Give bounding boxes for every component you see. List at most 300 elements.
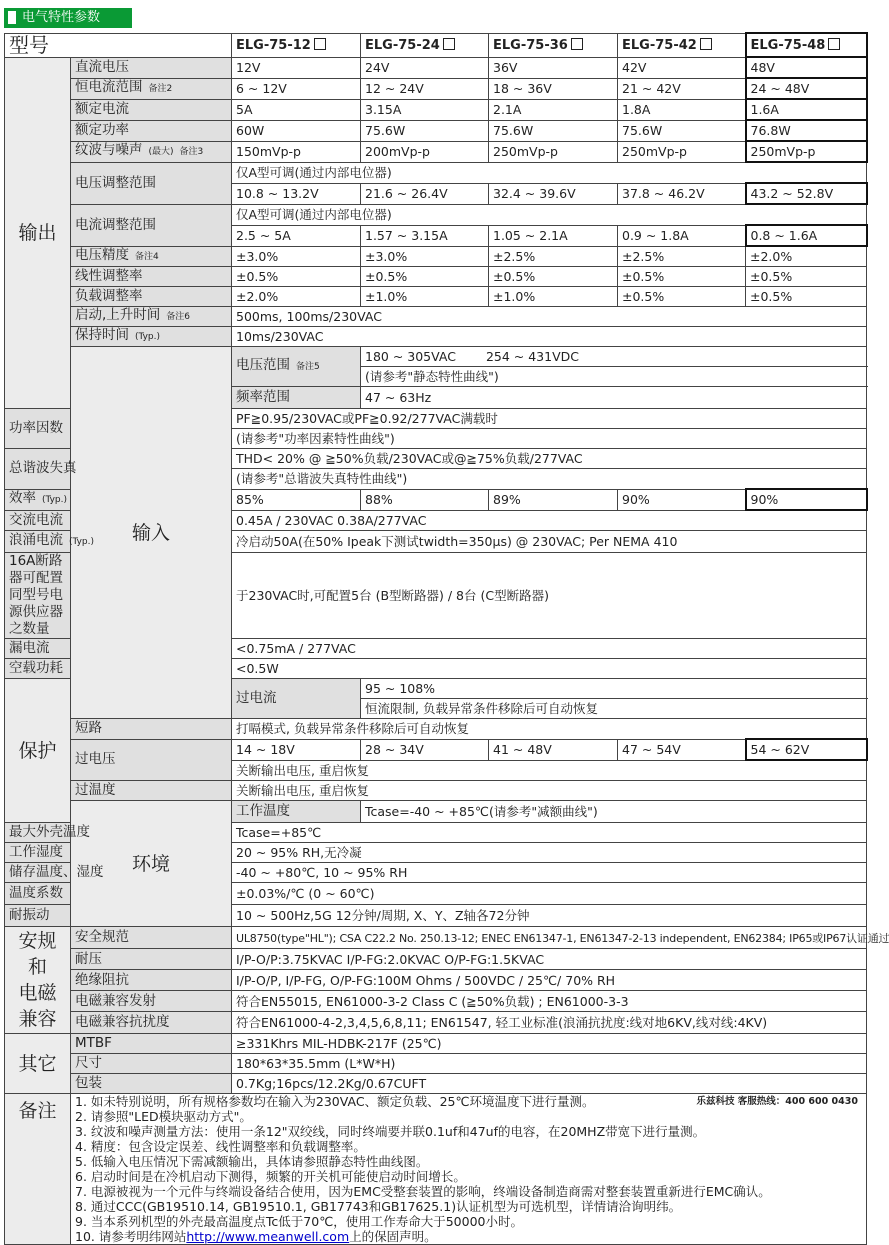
value: ±0.5% — [750, 269, 793, 284]
category-label: 电磁 — [18, 982, 57, 1004]
value: 48V — [750, 60, 775, 75]
row-label-cell — [71, 1054, 232, 1074]
checkbox-icon — [700, 38, 712, 50]
value: ±2.5% — [622, 248, 665, 264]
value: 6 ~ 12V — [236, 81, 287, 96]
value: 90% — [750, 492, 779, 507]
row-label: 电压范围 — [236, 357, 290, 373]
model-value-cell — [361, 120, 489, 141]
row-label: 额定电流 — [75, 101, 129, 117]
value: 47 ~ 63Hz — [365, 390, 432, 405]
table-row — [5, 120, 867, 141]
value: 1.05 ~ 2.1A — [493, 228, 568, 243]
value: ±0.5% — [622, 269, 665, 284]
model-header-cell — [618, 33, 746, 57]
row-label: 电压精度 — [75, 246, 129, 263]
model-value-cell — [361, 267, 489, 287]
checkbox-icon — [314, 38, 326, 50]
model-name: ELG-75-24 — [365, 37, 440, 53]
row-label-cell — [71, 1074, 232, 1094]
value: ±1.0% — [493, 289, 536, 304]
value-cell — [232, 429, 867, 449]
model-header-cell — [361, 33, 489, 57]
note-item — [75, 1229, 866, 1244]
note-item: 8. 通过CCC(GB19510.14, GB19510.1, GB17743和GB17625.1)认证机型为可选机型，详情请洽询明纬。 — [75, 1199, 682, 1214]
model-value-cell — [361, 739, 489, 760]
table-row — [5, 162, 867, 183]
row-label: 直流电压 — [75, 59, 129, 75]
value: 10.8 ~ 13.2V — [236, 186, 319, 201]
category-label: 其它 — [18, 1052, 57, 1075]
value: 冷启动50A(在50% Ipeak下测试twidth=350μs) @ 230VAC; Per NEMA 410 — [236, 534, 678, 549]
row-label: 绝缘阻抗 — [75, 971, 129, 988]
value-cell — [232, 719, 867, 740]
table-row — [5, 141, 867, 162]
category-label: 备注 — [18, 1100, 57, 1122]
row-label-cell — [71, 949, 232, 970]
model-value-cell — [489, 78, 618, 99]
model-value-cell — [746, 183, 867, 204]
model-value-cell — [618, 120, 746, 141]
value: ±1.0% — [365, 289, 408, 304]
value: THD< 20% @ ≧50%负载/230VAC或@≧75%负载/277VAC — [236, 451, 583, 466]
value-cell — [232, 307, 867, 327]
note-ref: 备注6 — [166, 312, 191, 322]
model-value-cell — [618, 267, 746, 287]
model-value-cell — [489, 267, 618, 287]
value: (请参考"静态特性曲线") — [365, 369, 499, 384]
table-row — [5, 991, 867, 1012]
value-cell — [232, 162, 867, 183]
value: 符合EN55015, EN61000-3-2 Class C (≧50%负载) ; EN61000-3-3 — [236, 993, 629, 1009]
row-label: 电压调整范围 — [75, 174, 156, 191]
row-label: 工作温度 — [236, 803, 290, 819]
row-label: 储存温度、湿度 — [9, 864, 104, 880]
value: 2.1A — [493, 102, 522, 117]
model-value-cell — [232, 99, 361, 120]
value: 75.6W — [365, 123, 406, 138]
row-label-cell — [71, 99, 232, 120]
value-cell — [232, 949, 867, 970]
value-cell — [361, 347, 867, 367]
value: 41 ~ 48V — [493, 742, 552, 757]
model-value-cell — [232, 739, 361, 760]
note-ref: 备注3 — [179, 147, 204, 157]
value: 1.57 ~ 3.15A — [365, 228, 448, 243]
value: 32.4 ~ 39.6V — [493, 186, 576, 201]
table-row — [5, 1054, 867, 1074]
model-value-cell — [618, 99, 746, 120]
model-value-cell — [489, 183, 618, 204]
model-value-cell — [618, 225, 746, 246]
value: 90% — [622, 492, 650, 507]
value: 254 ~ 431VDC — [485, 349, 579, 364]
value: 60W — [236, 123, 265, 138]
model-name: ELG-75-42 — [622, 37, 697, 53]
value: 21 ~ 42V — [622, 81, 681, 96]
table-row — [5, 99, 867, 120]
value: 88% — [365, 492, 393, 507]
value: 89% — [493, 492, 521, 507]
value: 仅A型可调(通过内部电位器) — [236, 165, 392, 180]
value: ±0.5% — [750, 289, 793, 304]
row-label: MTBF — [75, 1035, 112, 1051]
model-value-cell — [232, 287, 361, 307]
table-row — [5, 57, 867, 78]
model-value-cell — [618, 489, 746, 510]
value: 0.7Kg;16pcs/12.2Kg/0.67CUFT — [236, 1076, 427, 1091]
value-cell — [232, 204, 867, 225]
row-label-cell — [5, 531, 95, 553]
note-item: 1. 如未特别说明，所有规格参数均在输入为230VAC、额定负载、25℃环境温度下进行量测。 — [75, 1094, 595, 1109]
spec-table — [4, 32, 889, 1245]
row-label: 安全规范 — [75, 929, 129, 945]
value: 250mVp-p — [622, 144, 687, 159]
section-title: 电气特性参数 — [22, 10, 101, 25]
value: 180 ~ 305VAC — [365, 349, 456, 364]
value: 符合EN61000-4-2,3,4,5,6,8,11; EN61547, 轻工业标准(浪涌抗扰度:线对地6KV,线对线:4KV) — [236, 1015, 768, 1030]
label-sub: (Typ.) — [135, 332, 161, 342]
value-cell — [232, 1054, 867, 1074]
category-cell — [5, 679, 71, 823]
table-row — [5, 246, 867, 267]
row-label-cell — [71, 739, 232, 781]
table-row — [5, 801, 867, 823]
model-value-cell — [361, 225, 489, 246]
value: I/P-O/P:3.75KVAC I/P-FG:2.0KVAC O/P-FG:1.5KVAC — [236, 951, 545, 967]
value: 150mVp-p — [236, 144, 301, 159]
value-cell — [232, 823, 867, 843]
value: 180*63*35.5mm (L*W*H) — [236, 1056, 396, 1071]
row-label-cell — [5, 449, 77, 490]
value: UL8750(type"HL"); CSA C22.2 No. 250.13-12; ENEC EN61347-1, EN61347-2-13 independent, EN62384; IP65或IP67认证通过 — [236, 931, 889, 945]
checkbox-icon — [828, 38, 840, 50]
model-value-cell — [232, 267, 361, 287]
value: 85% — [236, 492, 264, 507]
table-row — [5, 1074, 867, 1094]
row-label-cell — [71, 162, 232, 204]
row-label: 纹波与噪声 — [75, 142, 143, 158]
model-value-cell — [746, 739, 867, 760]
value: I/P-O/P, I/P-FG, O/P-FG:100M Ohms / 500VDC / 25℃/ 70% RH — [236, 972, 616, 988]
model-value-cell — [746, 99, 867, 120]
model-value-cell — [361, 246, 489, 267]
model-value-cell — [618, 141, 746, 162]
row-label: 保持时间 — [75, 327, 129, 343]
note-item: 9. 当本系列机型的外壳最高温度点Tc低于70℃，使用工作寿命大于50000小时。 — [75, 1214, 523, 1229]
model-value-cell — [489, 739, 618, 760]
value-cell — [361, 387, 867, 409]
model-value-cell — [746, 78, 867, 99]
value-cell — [232, 927, 889, 949]
table-row — [5, 781, 867, 801]
value-cell — [361, 699, 867, 719]
table-row — [5, 287, 867, 307]
row-label-cell — [5, 553, 71, 639]
row-label-cell — [71, 57, 232, 78]
value-cell — [232, 639, 867, 659]
hotline: 乐兹科技 客服热线：400 600 0430 — [696, 1096, 858, 1107]
row-label: 线性调整率 — [75, 268, 143, 284]
value: ±0.5% — [493, 269, 536, 284]
value: <0.5W — [236, 661, 279, 676]
model-value-cell — [489, 246, 618, 267]
category-label: 输入 — [131, 521, 170, 544]
value: 14 ~ 18V — [236, 742, 295, 757]
model-value-cell — [618, 287, 746, 307]
row-label: 电磁兼容抗扰度 — [75, 1014, 170, 1030]
value-cell — [232, 863, 867, 883]
table-row — [5, 1034, 867, 1054]
note-ref: 备注4 — [135, 251, 159, 262]
row-label: 耐压 — [75, 950, 102, 967]
value: 76.8W — [750, 123, 791, 138]
category-cell — [71, 347, 232, 719]
value: 5A — [236, 102, 253, 117]
model-header-cell — [232, 33, 361, 57]
model-name: ELG-75-48 — [750, 37, 826, 53]
table-row — [5, 970, 867, 991]
checkbox-icon — [443, 38, 455, 50]
value-cell — [361, 367, 867, 387]
row-label: 过电流 — [236, 690, 277, 706]
model-name: ELG-75-36 — [493, 37, 568, 53]
model-value-cell — [746, 141, 867, 162]
row-label: 交流电流 — [9, 511, 63, 528]
value-cell — [232, 1034, 867, 1054]
value: 18 ~ 36V — [493, 81, 552, 96]
row-label: 恒电流范围 — [75, 79, 143, 95]
row-label: 负载调整率 — [75, 288, 143, 304]
model-value-cell — [746, 267, 867, 287]
value: 21.6 ~ 26.4V — [365, 186, 448, 201]
value: ±0.5% — [622, 289, 665, 304]
value: 54 ~ 62V — [750, 742, 810, 757]
model-value-cell — [618, 57, 746, 78]
model-value-cell — [361, 489, 489, 510]
model-value-cell — [232, 489, 361, 510]
value: 20 ~ 95% RH,无冷凝 — [236, 845, 362, 860]
value: 恒流限制, 负载异常条件移除后可自动恢复 — [365, 701, 598, 716]
row-label-cell — [71, 120, 232, 141]
value: ±0.5% — [365, 269, 408, 284]
row-label-cell — [5, 489, 71, 510]
value: 75.6W — [622, 123, 663, 138]
model-value-cell — [489, 57, 618, 78]
model-value-cell — [232, 141, 361, 162]
label-sub: (Typ.) — [69, 537, 95, 547]
value: 43.2 ~ 52.8V — [750, 186, 834, 201]
row-label-cell — [5, 863, 104, 883]
value: <0.75mA / 277VAC — [236, 641, 356, 656]
table-row — [5, 327, 867, 347]
model-value-cell — [489, 489, 618, 510]
value: ±0.5% — [236, 269, 279, 284]
row-label: 短路 — [75, 720, 102, 737]
row-label-cell — [71, 307, 232, 327]
value: 24 ~ 48V — [750, 81, 810, 96]
row-label-cell — [71, 246, 232, 267]
row-label: 过电压 — [75, 751, 116, 768]
value: 12 ~ 24V — [365, 81, 424, 96]
value: 于230VAC时,可配置5台 (B型断路器) / 8台 (C型断路器) — [236, 588, 549, 603]
row-label: 电磁兼容发射 — [75, 992, 156, 1009]
value: 42V — [622, 60, 647, 75]
model-value-cell — [746, 225, 867, 246]
category-label: 环境 — [131, 852, 170, 875]
model-value-cell — [361, 78, 489, 99]
value: 1.6A — [750, 102, 779, 117]
table-row — [5, 267, 867, 287]
value: ±2.0% — [750, 249, 793, 264]
value-cell — [232, 531, 867, 553]
model-value-cell — [232, 78, 361, 99]
label-sub: (Typ.) — [42, 495, 68, 505]
model-value-cell — [618, 78, 746, 99]
header-square-icon — [8, 11, 16, 24]
table-row — [5, 78, 867, 99]
model-value-cell — [361, 141, 489, 162]
model-name: ELG-75-12 — [236, 37, 311, 53]
value: 10 ~ 500Hz,5G 12分钟/周期, X、Y、Z轴各72分钟 — [236, 908, 530, 923]
value: ±2.5% — [493, 248, 536, 264]
row-label-cell — [5, 823, 90, 843]
note-text: 10. 请参考明纬网站 — [75, 1229, 187, 1244]
value-cell — [232, 905, 867, 927]
model-value-cell — [232, 225, 361, 246]
value-cell — [232, 510, 867, 531]
row-label: 最大外壳温度 — [9, 824, 90, 840]
model-value-cell — [746, 489, 867, 510]
row-label-cell — [71, 927, 232, 949]
row-label-cell — [71, 141, 232, 162]
row-label-cell — [232, 347, 361, 387]
value-cell — [232, 327, 867, 347]
website-link[interactable]: http://www.meanwell.com — [186, 1229, 350, 1244]
model-title-cell — [5, 33, 232, 57]
row-label-cell — [71, 991, 232, 1012]
table-row — [5, 1094, 867, 1245]
model-value-cell — [361, 183, 489, 204]
value: Tcase=+85℃ — [236, 825, 322, 840]
model-value-cell — [361, 99, 489, 120]
model-value-cell — [361, 57, 489, 78]
value: PF≧0.95/230VAC或PF≧0.92/277VAC满载时 — [236, 411, 498, 426]
row-label-cell — [232, 387, 361, 409]
row-label-cell — [5, 905, 71, 927]
value-cell — [361, 679, 867, 699]
table-row — [5, 347, 867, 367]
row-label: 总谐波失真 — [9, 460, 77, 477]
row-label: 效率 — [9, 490, 36, 506]
row-label-cell — [5, 409, 71, 449]
value: 75.6W — [493, 123, 534, 138]
value: 200mVp-p — [365, 144, 430, 159]
model-value-cell — [361, 287, 489, 307]
value: 28 ~ 34V — [365, 742, 424, 757]
category-cell — [5, 1034, 71, 1094]
row-label-cell — [71, 970, 232, 991]
value-cell — [361, 801, 867, 823]
value: 2.5 ~ 5A — [236, 228, 291, 243]
model-value-cell — [746, 287, 867, 307]
checkbox-icon — [571, 38, 583, 50]
table-row — [5, 949, 867, 970]
label-sub: (最大) — [148, 147, 174, 157]
row-label: 频率范围 — [236, 389, 290, 405]
row-label-cell — [232, 801, 361, 823]
row-label: 耐振动 — [9, 907, 50, 923]
row-label-cell — [71, 781, 232, 801]
row-label-cell — [71, 267, 232, 287]
row-label-cell — [5, 883, 71, 905]
category-cell — [5, 927, 71, 1034]
model-value-cell — [618, 246, 746, 267]
category-label: 输出 — [18, 221, 57, 244]
row-label-cell — [71, 78, 232, 99]
value: 36V — [493, 60, 518, 75]
model-value-cell — [489, 141, 618, 162]
note-ref: 备注5 — [296, 362, 320, 372]
value: 0.9 ~ 1.8A — [622, 228, 689, 243]
value: 12V — [236, 60, 261, 75]
value: 10ms/230VAC — [236, 329, 324, 344]
row-label-cell — [71, 204, 232, 246]
value: 37.8 ~ 46.2V — [622, 186, 705, 201]
row-label-cell — [71, 719, 232, 740]
value: Tcase=-40 ~ +85℃(请参考"减额曲线") — [365, 804, 598, 819]
value-cell — [232, 883, 867, 905]
value: 0.45A / 230VAC 0.38A/277VAC — [236, 513, 427, 528]
value: 关断输出电压, 重启恢复 — [236, 763, 369, 778]
value-cell — [232, 409, 867, 429]
value: 0.8 ~ 1.6A — [750, 228, 818, 243]
value-cell — [232, 659, 867, 679]
category-cell — [5, 1094, 71, 1245]
notes-cell — [71, 1094, 867, 1245]
row-label: 额定功率 — [75, 122, 129, 138]
value: (请参考"总谐波失真特性曲线") — [236, 471, 408, 486]
model-value-cell — [618, 739, 746, 760]
row-label: 浪涌电流 — [9, 532, 63, 548]
value: 500ms, 100ms/230VAC — [236, 309, 382, 324]
model-value-cell — [618, 183, 746, 204]
row-label-cell — [5, 510, 71, 531]
category-label: 兼容 — [18, 1008, 57, 1030]
value-cell — [232, 760, 867, 781]
value: ≥331Khrs MIL-HDBK-217F (25℃) — [236, 1036, 442, 1051]
value-cell — [232, 449, 867, 469]
section-header — [4, 8, 132, 28]
value: 24V — [365, 60, 390, 75]
value: 250mVp-p — [493, 144, 558, 159]
row-label-cell — [5, 843, 71, 863]
note-item: 6. 启动时间是在冷机启动下测得，频繁的开关机可能使启动时间增长。 — [75, 1169, 466, 1184]
value: 95 ~ 108% — [365, 681, 436, 696]
value: (请参考"功率因素特性曲线") — [236, 431, 395, 446]
value: -40 ~ +80℃, 10 ~ 95% RH — [236, 865, 408, 880]
row-label: 空载功耗 — [9, 660, 63, 676]
note-item: 3. 纹波和噪声测量方法：使用一条12"双绞线，同时终端要并联0.1uf和47uf的电容，在20MHZ带宽下进行量测。 — [75, 1124, 706, 1139]
value: ±3.0% — [236, 248, 279, 264]
category-cell — [5, 57, 71, 409]
table-row — [5, 307, 867, 327]
category-label: 安规 — [18, 930, 57, 952]
model-value-cell — [232, 57, 361, 78]
model-value-cell — [232, 120, 361, 141]
value-cell — [232, 553, 867, 639]
note-text: 上的保固声明。 — [349, 1229, 437, 1244]
